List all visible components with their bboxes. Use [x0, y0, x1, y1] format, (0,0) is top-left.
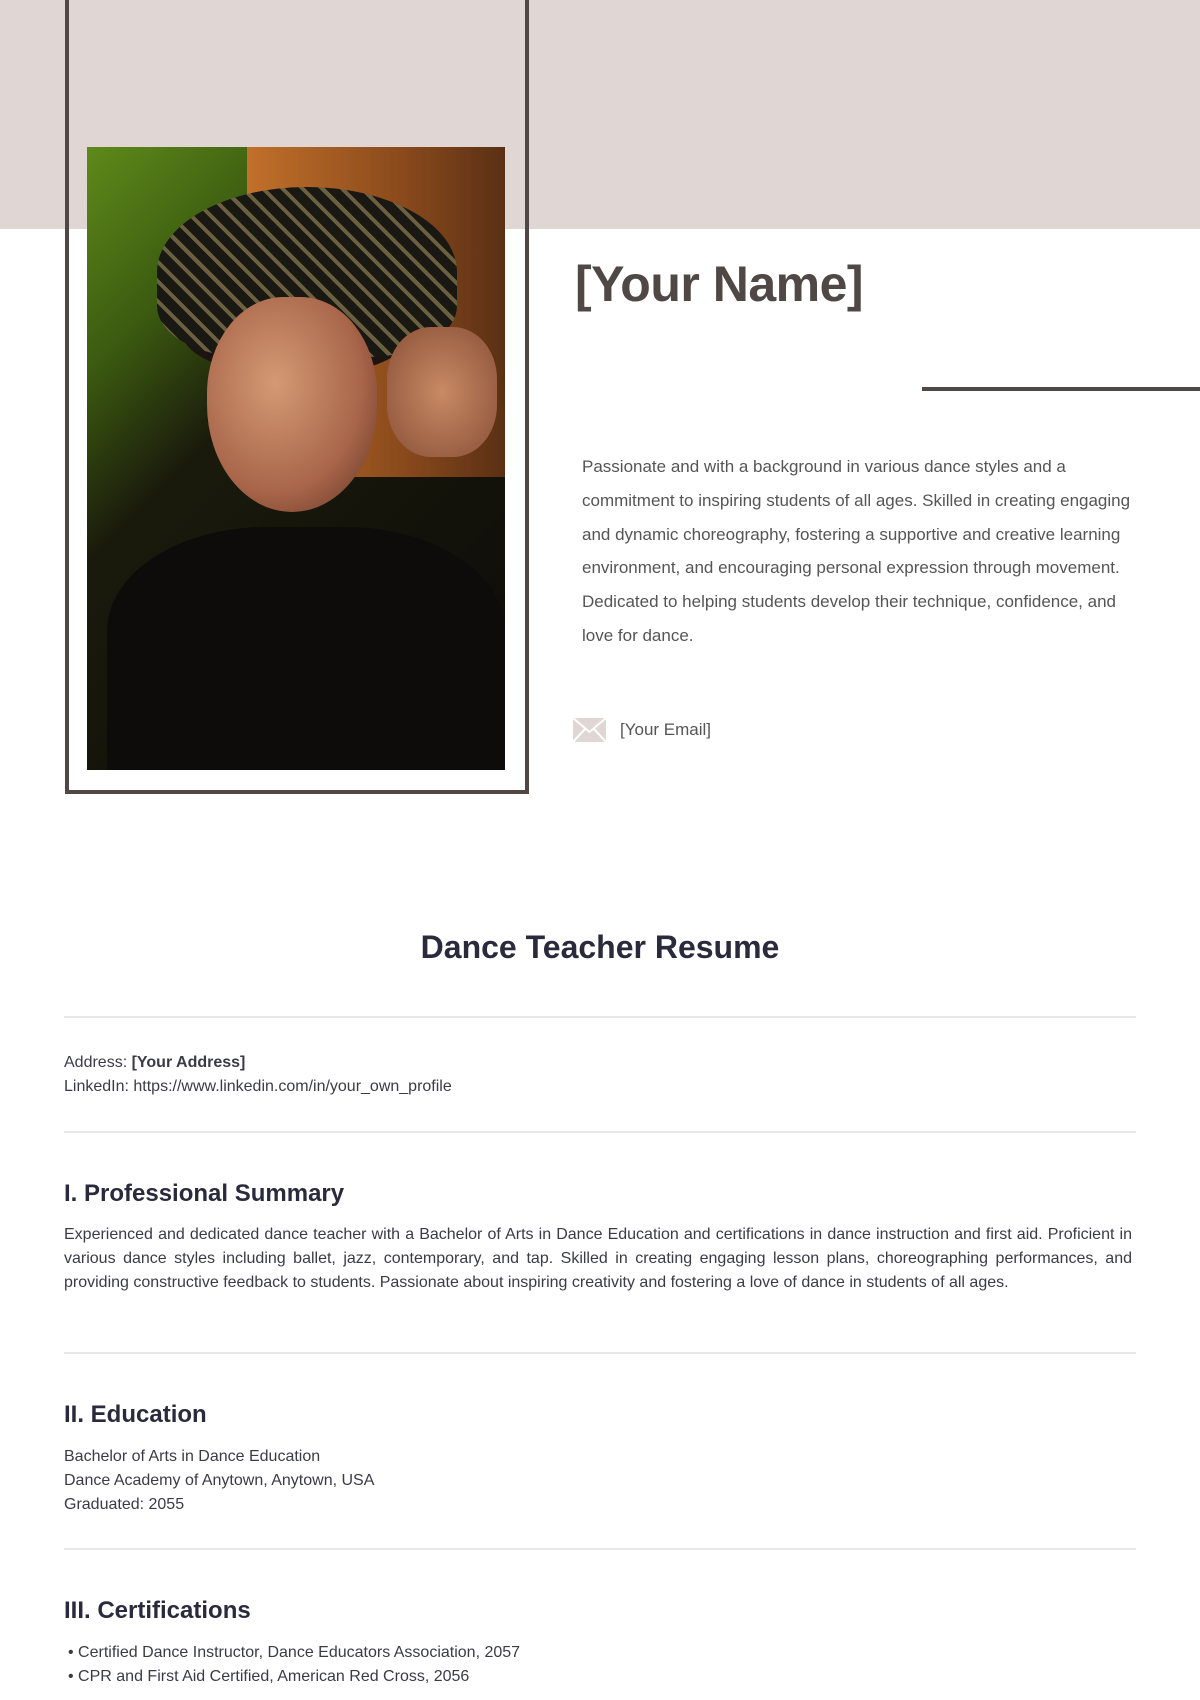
email-text: [Your Email] [620, 720, 712, 739]
education-details [64, 1445, 1132, 1517]
divider [64, 1548, 1136, 1550]
accent-rule [922, 387, 1200, 391]
education-heading: II. Education [64, 1401, 207, 1428]
address-label: Address: [64, 1054, 128, 1071]
certifications-list [64, 1641, 1132, 1689]
intro-text: Passionate and with a background in various dance styles and a commitment to inspiring students of all ages. Skilled in creating engaging and dynamic choreography, fostering a supportive and creative learning environment, and encouraging personal expression through movement. Dedicated to helping students develop their technique, confidence, and love for dance. [582, 457, 1131, 645]
divider [64, 1131, 1136, 1133]
document-title: Dance Teacher Resume [420, 929, 780, 965]
divider [64, 1016, 1136, 1018]
summary-heading: I. Professional Summary [64, 1180, 345, 1207]
list-item: • CPR and First Aid Certified, American Red Cross, 2056 [64, 1665, 1132, 1689]
profile-photo [87, 147, 505, 770]
school: Dance Academy of Anytown, Anytown, USA [64, 1472, 375, 1489]
address-value: [Your Address] [131, 1054, 246, 1071]
candidate-name: [Your Name] [575, 256, 864, 312]
envelope-icon [573, 718, 606, 742]
list-item: • Certified Dance Instructor, Dance Educators Association, 2057 [64, 1641, 1132, 1665]
graduation: Graduated: 2055 [64, 1496, 185, 1513]
degree: Bachelor of Arts in Dance Education [64, 1448, 321, 1465]
address-line [64, 1051, 1132, 1075]
email-contact [573, 718, 711, 742]
certifications-heading: III. Certifications [64, 1597, 251, 1624]
summary-text: Experienced and dedicated dance teacher with a Bachelor of Arts in Dance Education and certifications in dance instruction and first aid. Proficient in various dance styles including ballet, jazz, contemporary, and tap. Skilled in creating engaging lesson plans, choreographing performances, and providing constructive feedback to students. Passionate about inspiring creativity and fostering a love of dance in students of all ages. [64, 1226, 1132, 1291]
divider [64, 1352, 1136, 1354]
linkedin-line: LinkedIn: https://www.linkedin.com/in/your_own_profile [64, 1078, 452, 1095]
contact-block [64, 1051, 1132, 1099]
